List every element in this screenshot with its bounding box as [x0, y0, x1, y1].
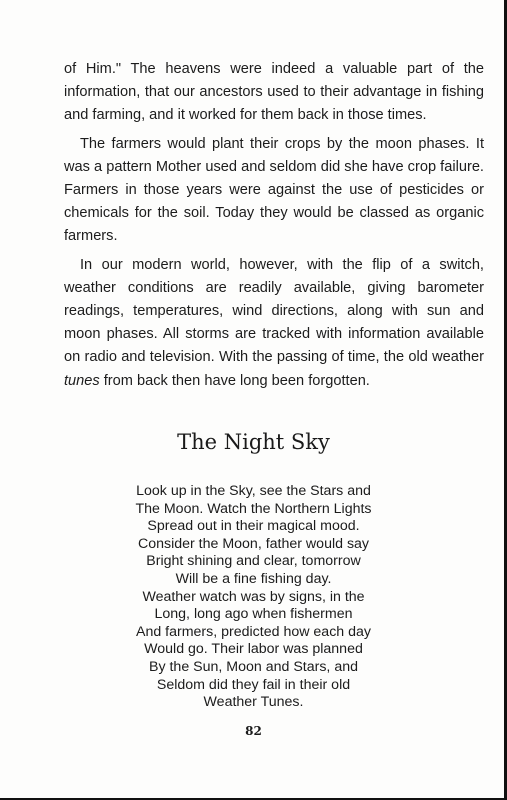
paragraph-3	[64, 254, 484, 393]
poem-line: By the Sun, Moon and Stars, and	[148, 658, 358, 675]
poem-line: And farmers, predicted how each day	[135, 623, 371, 640]
paragraph-2: The farmers would plant their crops by the moon phases. It was a pattern Mother used and seldom did she have crop failure. Farmers in those years were against the use of pesticides or chemicals for the soil. Today they would be classed as organic farmers.	[64, 135, 484, 245]
poem-line: Consider the Moon, father would say	[137, 535, 370, 552]
poem-line: The Moon. Watch the Northern Lights	[135, 500, 372, 517]
poem-line: Bright shining and clear, tomorrow	[146, 553, 361, 570]
paragraph-1: of Him." The heavens were indeed a valuable part of the information, that our ancestors used to their advantage in fishing and farming, and it worked for them back in those times.	[64, 61, 484, 124]
poem-line: Long, long ago when fishermen	[154, 606, 353, 623]
poem-body	[0, 483, 507, 712]
poem-line: Spread out in their magical mood.	[147, 518, 360, 535]
poem-line: Weather watch was by signs, in the	[142, 588, 365, 605]
poem-line: Would go. Their labor was planned	[144, 641, 363, 658]
page-number: 82	[245, 724, 262, 738]
poem-title: The Night Sky	[177, 430, 330, 454]
prose-body	[64, 58, 484, 398]
paragraph-3-text: In our modern world, however, with the flip of a switch, weather conditions are readily available, giving barometer readings, temperatures, wind directions, along with sun and moon phases. All storms are tracked with information available on radio and television. With the passing of time, the old weather	[64, 256, 484, 366]
poem-line: Look up in the Sky, see the Stars and	[136, 483, 371, 499]
paragraph-3-italic: tunes	[64, 372, 100, 389]
poem-line: Weather Tunes.	[203, 694, 304, 711]
poem-line: Seldom did they fail in their old	[156, 676, 351, 693]
paragraph-3-tail: from back then have long been forgotten.	[99, 372, 370, 389]
poem-line: Will be a fine fishing day.	[175, 570, 332, 587]
